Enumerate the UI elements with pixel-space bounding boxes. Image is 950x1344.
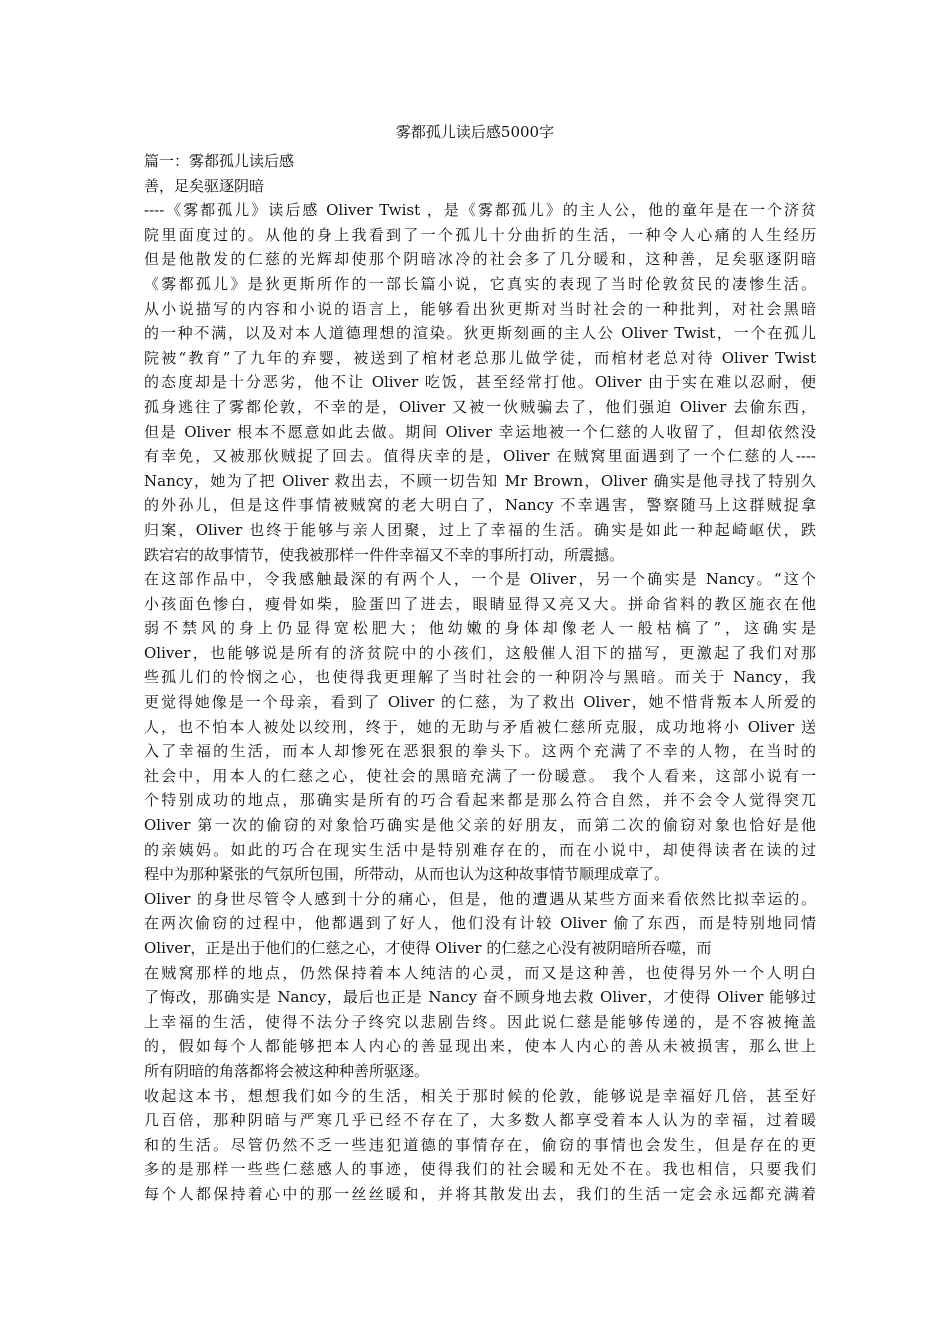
text-line: 的态度却是十分恶劣，他不让 Oliver 吃饭，甚至经常打他。Oliver 由于实在难以忍耐，便 [144,373,816,392]
text-line: Oliver 第一次的偷窃的对象恰巧确实是他父亲的好朋友，而第二次的偷窃对象也恰好是他 [144,816,816,835]
text-line: Oliver，正是出于他们的仁慈之心，才使得 Oliver 的仁慈之心没有被阴暗所吞噬，而 [144,939,712,957]
text-line: 有幸免，又被那伙贼捉了回去。值得庆幸的是，Oliver 在贼窝里面遇到了一个仁慈的人---- [144,447,816,466]
text-line: 从小说描写的内容和小说的语言上，能够看出狄更斯对当时社会的一种批判，对社会黑暗 [144,299,816,318]
text-line: 所有阴暗的角落都将会被这种种善所驱逐。 [144,1061,430,1080]
text-line: 善，足矣驱逐阴暗 [144,176,265,195]
text-line: 人，也不怕本人被处以绞刑，终于，她的无助与矛盾被仁慈所克服，成功地将小 Oliver 送 [144,717,816,736]
document-title: 雾都孤儿读后感5000字 [395,123,555,141]
text-line: 个特别成功的地点，那确实是所有的巧合看起来都是那么符合自然，并不会令人觉得突兀 [144,791,816,810]
text-line: Nancy，她为了把 Oliver 救出去，不顾一切告知 Mr Brown，Oliver 确实是他寻找了特别久 [144,471,816,490]
text-line: 的，假如每个人都能够把本人内心的善显现出来，使本人内心的善从未被损害，那么世上 [144,1037,816,1056]
text-line: 上幸福的生活，使得不法分子终究以悲剧告终。因此说仁慈是能够传递的，是不容被掩盖 [144,1012,816,1031]
text-line: 院里面度过的。从他的身上我看到了一个孤儿十分曲折的生活，一种令人心痛的人生经历 [144,225,816,244]
text-line: 每个人都保持着心中的那一丝丝暖和，并将其散发出去，我们的生活一定会永远都充满着 [144,1184,816,1203]
text-line: Oliver 的身世尽管令人感到十分的痛心，但是，他的遭遇从某些方面来看依然比拟幸运的。 [144,889,816,908]
text-line: Oliver，也能够说是所有的济贫院中的小孩们，这般催人泪下的描写，更激起了我们对那 [144,643,816,662]
text-line: 归案，Oliver 也终于能够与亲人团聚，过上了幸福的生活。确实是如此一种起崎岖伏，跌 [144,520,816,539]
text-line: 的亲姨妈。如此的巧合在现实生活中是特别难存在的，而在小说中，却使得读者在读的过 [144,840,816,859]
text-line: 《雾都孤儿》是狄更斯所作的一部长篇小说，它真实的表现了当时伦敦贫民的凄惨生活。 [144,274,816,293]
text-line: 但是 Oliver 根本不愿意如此去做。期间 Oliver 幸运地被一个仁慈的人收留了，但却依然没 [144,422,816,441]
text-line: 篇一：雾都孤儿读后感 [144,152,295,170]
text-line: 弱不禁风的身上仍显得宽松肥大；他幼嫩的身体却像老人一般枯槁了”，这确实是 [144,619,816,638]
text-line: 的外孙儿，但是这件事情被贼窝的老大明白了，Nancy 不幸遇害，警察随马上这群贼捉拿 [144,496,816,515]
text-line: 了悔改，那确实是 Nancy，最后也正是 Nancy 奋不顾身地去救 Oliver，才使得 Oliver 能够过 [144,988,816,1007]
text-line: 程中为那种紧张的气氛所包围，所带动，从而也认为这种故事情节顺理成章了。 [144,865,670,884]
text-line: 孤身逃往了雾都伦敦，不幸的是，Oliver 又被一伙贼骗去了，他们强迫 Oliver 去偷东西， [144,397,816,416]
text-line: ----《雾都孤儿》读后感 Oliver Twist ，是《雾都孤儿》的主人公，他的童年是在一个济贫 [144,201,816,220]
text-line: 多的是那样一些些仁慈感人的事迹，使得我们的社会暖和无处不在。我也相信，只要我们 [144,1160,816,1179]
text-line: 和的生活。尽管仍然不乏一些违犯道德的事情存在，偷窃的事情也会发生，但是存在的更 [144,1135,816,1154]
text-line: 更觉得她像是一个母亲，看到了 Oliver 的仁慈，为了救出 Oliver，她不惜背叛本人所爱的 [144,693,816,712]
text-line: 在贼窝那样的地点，仍然保持着本人纯洁的心灵，而又是这种善，也使得另外一个人明白 [144,963,816,982]
text-line: 社会中，用本人的仁慈之心，使社会的黑暗充满了一份暖意。 我个人看来，这部小说有一 [144,766,816,785]
text-line: 院被“教育”了九年的弃婴，被送到了棺材老总那儿做学徒，而棺材老总对待 Oliver Twist [144,348,816,367]
text-line: 小孩面色惨白，瘦骨如柴，脸蛋凹了进去，眼睛显得又亮又大。拼命省料的教区施衣在他 [144,594,816,613]
text-line: 几百倍，那种阴暗与严寒几乎已经不存在了，大多数人都享受着本人认为的幸福，过着暖 [144,1111,816,1130]
text-line: 入了幸福的生活，而本人却惨死在恶狠狠的拳头下。这两个充满了不幸的人物，在当时的 [144,742,816,761]
text-line: 在两次偷窃的过程中，他都遇到了好人，他们没有计较 Oliver 偷了东西，而是特别地同情 [144,914,816,933]
text-line: 跌宕宕的故事情节，使我被那样一件件幸福又不幸的事所打动，所震撼。 [144,545,625,564]
document-body [144,149,816,1207]
text-line: 的一种不满，以及对本人道德理想的渲染。狄更斯刻画的主人公 Oliver Twist，一个在孤儿 [144,324,816,343]
text-line: 收起这本书，想想我们如今的生活，相关于那时候的伦敦，能够说是幸福好几倍，甚至好 [144,1086,816,1105]
text-line: 些孤儿们的怜悯之心，也使得我更理解了当时社会的一种阴冷与黑暗。而关于 Nancy，我 [144,668,816,687]
text-line: 在这部作品中，令我感触最深的有两个人，一个是 Oliver，另一个确实是 Nancy。“这个 [144,570,816,589]
text-line: 但是他散发的仁慈的光辉却使那个阴暗冰冷的社会多了几分暖和，这种善，足矣驱逐阴暗 [144,250,816,269]
